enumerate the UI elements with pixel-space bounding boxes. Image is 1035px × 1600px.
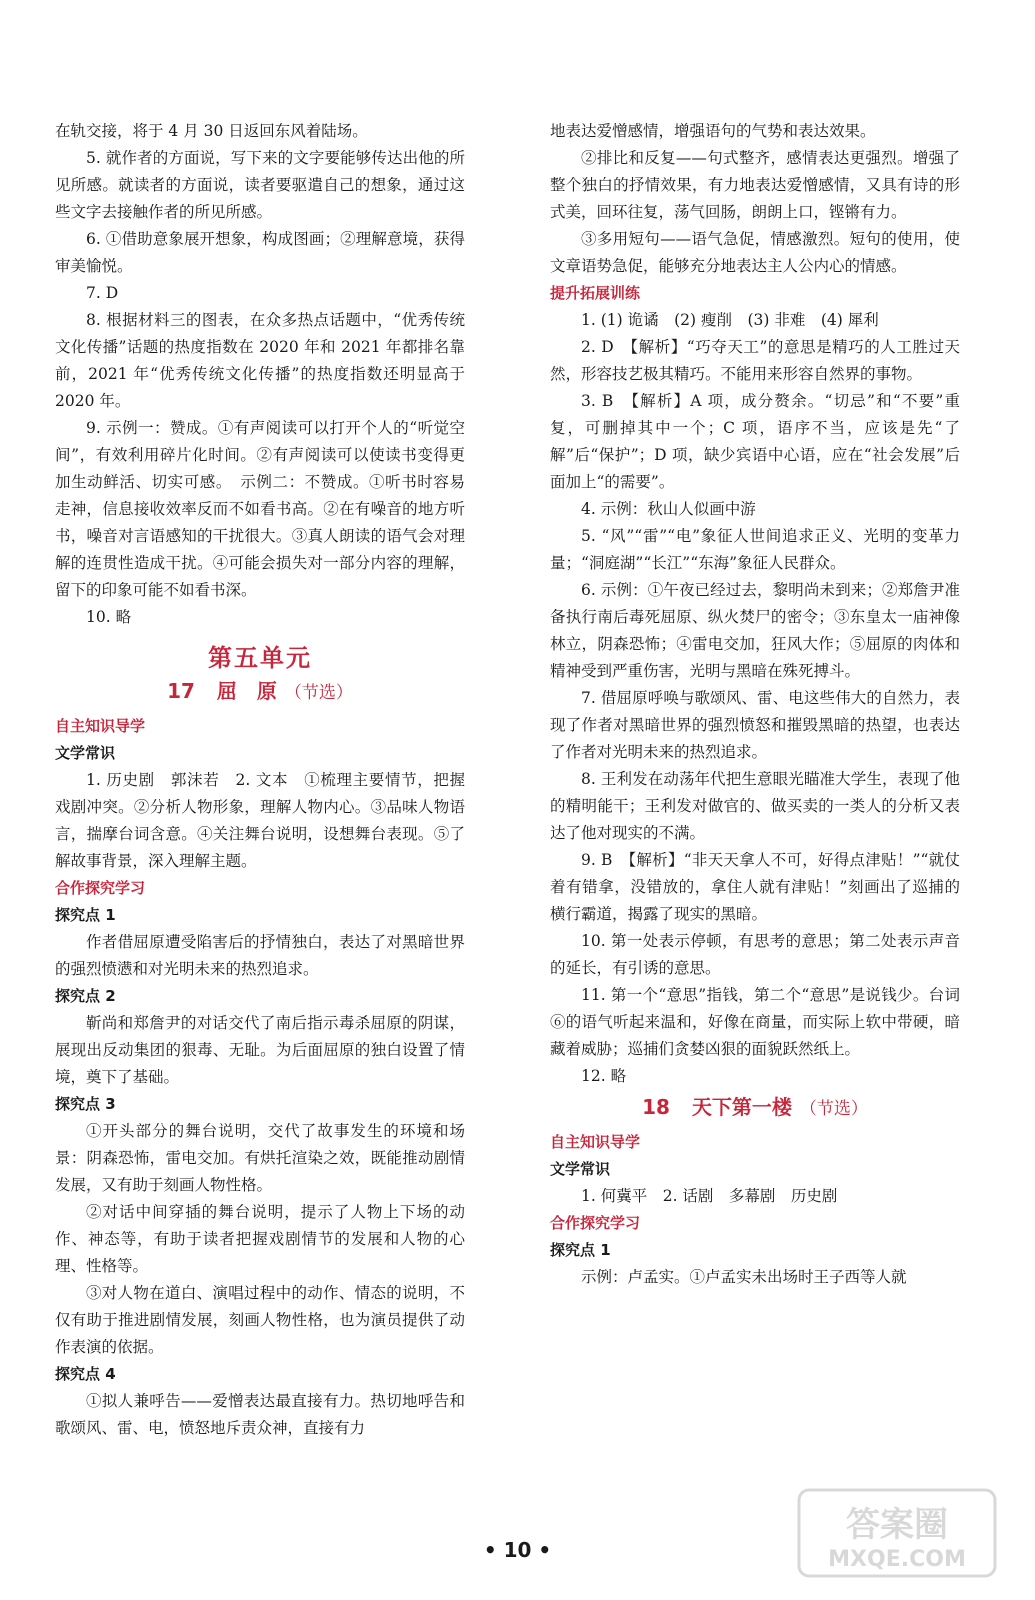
answer-paragraph: ②排比和反复——句式整齐，感情表达更强烈。增强了整个独白的抒情效果，有力地表达爱憎感情，又具有诗的形式美，回环往复，荡气回肠，朗朗上口，铿锵有力。 bbox=[550, 149, 960, 221]
answer-paragraph: 12. 略 bbox=[581, 1067, 627, 1085]
answer-paragraph: 8. 根据材料三的图表，在众多热点话题中，“优秀传统文化传播”话题的热度指数在 2020 年和 2021 年都排名靠前，2021 年“优秀传统文化传播”的热度指数还明显高于 2020 年。 bbox=[55, 311, 465, 410]
sub-heading: 探究点 1 bbox=[550, 1241, 611, 1259]
answer-paragraph: 11. 第一个“意思”指钱，第二个“意思”是说钱少。台词⑥的语气听起来温和，好像在商量，而实际上软中带硬，暗藏着威胁；巡捕们贪婪凶狠的面貌跃然纸上。 bbox=[550, 986, 960, 1058]
answer-paragraph: 靳尚和郑詹尹的对话交代了南后指示毒杀屈原的阴谋，展现出反动集团的狠毒、无耻。为后面屈原的独白设置了情境，奠下了基础。 bbox=[55, 1014, 465, 1086]
answer-paragraph: ③对人物在道白、演唱过程中的动作、情态的说明，不仅有助于推进剧情发展，刻画人物性格，也为演员提供了动作表演的依据。 bbox=[55, 1284, 465, 1356]
answer-paragraph: ①开头部分的舞台说明，交代了故事发生的环境和场景：阴森恐怖，雷电交加。有烘托渲染之效，既能推动剧情发展，又有助于刻画人物性格。 bbox=[55, 1122, 465, 1194]
answer-paragraph: ③多用短句——语气急促，情感激烈。短句的使用，使文章语势急促，能够充分地表达主人公内心的情感。 bbox=[550, 230, 960, 275]
answer-paragraph: 6. ①借助意象展开想象，构成图画；②理解意境，获得审美愉悦。 bbox=[55, 230, 465, 275]
answer-paragraph: 7. 借屈原呼唤与歌颂风、雷、电这些伟大的自然力，表现了作者对黑暗世界的强烈愤怒和摧毁黑暗的热望，也表达了作者对光明未来的热烈追求。 bbox=[550, 689, 960, 761]
watermark-bottom: MXQE.COM bbox=[828, 1547, 966, 1572]
lesson-number: 18 bbox=[642, 1095, 670, 1119]
lesson-subtitle: （节选） bbox=[799, 1099, 868, 1119]
watermark-logo-icon bbox=[797, 1488, 997, 1578]
lesson-title bbox=[550, 1094, 960, 1123]
answer-paragraph: 1. (1) 诡谲 (2) 瘦削 (3) 非难 (4) 犀利 bbox=[581, 311, 879, 329]
answer-paragraph: 作者借屈原遭受陷害后的抒情独白，表达了对黑暗世界的强烈愤懑和对光明未来的热烈追求。 bbox=[55, 933, 465, 978]
page-number: • 10 • bbox=[483, 1538, 552, 1562]
answer-paragraph: 5. 就作者的方面说，写下来的文字要能够传达出他的所见所感。就读者的方面说，读者要驱遣自己的想象，通过这些文字去接触作者的所见所感。 bbox=[55, 149, 465, 221]
answer-paragraph: 1. 何冀平 2. 话剧 多幕剧 历史剧 bbox=[581, 1187, 838, 1205]
lesson-number: 17 bbox=[167, 679, 195, 703]
lesson-subtitle: （节选） bbox=[284, 683, 353, 703]
lesson-name: 天下第一楼 bbox=[691, 1095, 792, 1119]
answer-paragraph: 9. B 【解析】“非天天拿人不可，好得点津贴！”“就仗着有错拿，没错放的，拿住人就有津贴！”刻画出了巡捕的横行霸道，揭露了现实的黑暗。 bbox=[550, 851, 960, 923]
sub-heading: 探究点 1 bbox=[55, 906, 116, 924]
answer-paragraph: 地表达爱憎感情，增强语句的气势和表达效果。 bbox=[550, 122, 876, 140]
unit-heading: 第五单元 bbox=[208, 644, 312, 672]
sub-heading: 探究点 4 bbox=[55, 1365, 116, 1383]
section-heading: 合作探究学习 bbox=[55, 879, 146, 897]
section-heading: 自主知识导学 bbox=[55, 717, 146, 735]
section-heading: 合作探究学习 bbox=[550, 1214, 641, 1232]
sub-heading: 探究点 3 bbox=[55, 1095, 116, 1113]
watermark-top: 答案圈 bbox=[846, 1505, 948, 1545]
answer-paragraph: ②对话中间穿插的舞台说明，提示了人物上下场的动作、神态等，有助于读者把握戏剧情节的发展和人物的心理、性格等。 bbox=[55, 1203, 465, 1275]
answer-paragraph: 10. 第一处表示停顿，有思考的意思；第二处表示声音的延长，有引诱的意思。 bbox=[550, 932, 960, 977]
left-column bbox=[55, 118, 465, 1442]
answer-paragraph: 1. 历史剧 郭沫若 2. 文本 ①梳理主要情节，把握戏剧冲突。②分析人物形象，理解人物内心。③品味人物语言，揣摩台词含意。④关注舞台说明，设想舞台表现。⑤了解故事背景，深入理解主题。 bbox=[55, 771, 465, 870]
section-heading: 提升拓展训练 bbox=[550, 284, 641, 302]
answer-paragraph: 6. 示例：①午夜已经过去，黎明尚未到来；②郑詹尹准备执行南后毒死屈原、纵火焚尸的密令；③东皇太一庙神像林立，阴森恐怖；④雷电交加，狂风大作；⑤屈原的肉体和精神受到严重伤害，光明与黑暗在殊死搏斗。 bbox=[550, 581, 960, 680]
section-heading: 自主知识导学 bbox=[550, 1133, 641, 1151]
sub-heading: 探究点 2 bbox=[55, 987, 116, 1005]
answer-paragraph: 示例：卢孟实。①卢孟实未出场时王子西等人就 bbox=[581, 1268, 907, 1286]
answer-paragraph: 3. B 【解析】A 项，成分赘余。“切忌”和“不要”重复，可删掉其中一个；C 项，语序不当，应该是先“了解”后“保护”；D 项，缺少宾语中心语，应在“社会发展”后面加上“的需要”。 bbox=[550, 392, 960, 491]
sub-heading: 文学常识 bbox=[550, 1160, 611, 1178]
sub-heading: 文学常识 bbox=[55, 744, 116, 762]
lesson-title bbox=[55, 678, 465, 707]
answer-paragraph: 7. D bbox=[86, 284, 119, 302]
answer-paragraph: 2. D 【解析】“巧夺天工”的意思是精巧的人工胜过天然，形容技艺极其精巧。不能用来形容自然界的事物。 bbox=[550, 338, 960, 383]
answer-paragraph: 8. 王利发在动荡年代把生意眼光瞄准大学生，表现了他的精明能干；王利发对做官的、做买卖的一类人的分析又表达了他对现实的不满。 bbox=[550, 770, 960, 842]
answer-paragraph: 10. 略 bbox=[86, 608, 132, 626]
answer-paragraph: ①拟人兼呼告——爱憎表达最直接有力。热切地呼告和歌颂风、雷、电，愤怒地斥责众神，直接有力 bbox=[55, 1392, 465, 1437]
lesson-name: 屈 原 bbox=[216, 679, 277, 703]
right-column bbox=[550, 118, 960, 1291]
answer-paragraph: 4. 示例：秋山人似画中游 bbox=[581, 500, 756, 518]
answer-paragraph: 9. 示例一：赞成。①有声阅读可以打开个人的“听觉空间”，有效利用碎片化时间。②有声阅读可以使读书变得更加生动鲜活、切实可感。 示例二：不赞成。①听书时容易走神，信息接收效率反而不如看书高。②在有噪音的地方听书，噪音对言语感知的干扰很大。③真人朗读的语气会对理解的连贯性造成干扰。④可能会损失对一部分内容的理解，留下的印象可能不如看书深。 bbox=[55, 419, 465, 599]
answer-paragraph: 在轨交接，将于 4 月 30 日返回东风着陆场。 bbox=[55, 122, 368, 140]
answer-paragraph: 5. “风”“雷”“电”象征人世间追求正义、光明的变革力量；“洞庭湖”“长江”“东海”象征人民群众。 bbox=[550, 527, 960, 572]
